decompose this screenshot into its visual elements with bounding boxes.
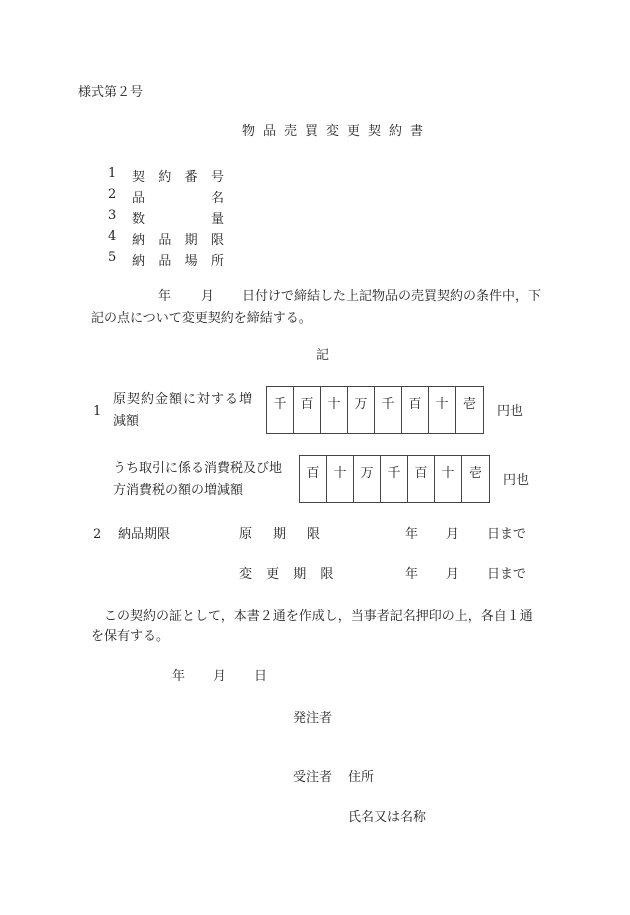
item-quantity: 3 数 量 (108, 208, 224, 227)
item-contract-number: 1 契 約 番 号 (108, 166, 224, 185)
digit-cell[interactable]: 壱 (468, 466, 482, 481)
intro-month: 月 (201, 289, 215, 304)
intro-line1: 日付けで締結した上記物品の売買契約の条件中，下 (242, 289, 542, 304)
document-title: 物品売買変更契約書 (242, 124, 432, 139)
tax-label-line1: うち取引に係る消費税及び地 (113, 461, 283, 476)
digit-cell[interactable]: 十 (327, 456, 354, 502)
closing-line1: この契約の証として，本書２通を作成し，当事者記名押印の上，各自１通 (104, 609, 533, 624)
digit-cell[interactable]: 千 (381, 456, 408, 502)
digit-cell[interactable]: 十 (321, 387, 348, 433)
date-year: 年 (172, 669, 186, 684)
changed-deadline-year: 年 (405, 567, 419, 582)
form-number: 様式第２号 (78, 85, 144, 100)
original-deadline-day: 日まで (487, 527, 527, 542)
item-delivery-deadline: 4 納 品 期 限 (108, 229, 224, 248)
closing-line2: を保有する。 (91, 629, 170, 644)
name-label: 氏名又は名称 (348, 810, 427, 825)
digit-cell[interactable]: 万 (354, 456, 381, 502)
original-deadline-year: 年 (405, 527, 419, 542)
item-product-name: 2 品 名 (108, 187, 224, 206)
original-deadline-label: 原 期 限 (239, 527, 325, 542)
orderer-label: 発注者 (293, 711, 333, 726)
digit-cell[interactable]: 十 (435, 456, 462, 502)
digit-cell[interactable]: 千 (375, 387, 402, 433)
tax-amount-grid (299, 455, 490, 503)
digit-cell[interactable]: 百 (300, 456, 327, 502)
contractor-label: 受注者 (293, 770, 333, 785)
changed-deadline-day: 日まで (487, 567, 527, 582)
intro-year: 年 (158, 289, 172, 304)
original-deadline-month: 月 (446, 527, 460, 542)
intro-line2: 記の点について変更契約を締結する。 (91, 311, 312, 326)
section1-label-line2: 減額 (113, 414, 140, 429)
date-month: 月 (213, 669, 227, 684)
digit-cell[interactable]: 百 (408, 456, 435, 502)
date-day: 日 (254, 669, 268, 684)
tax-label-line2: 方消費税の額の増減額 (113, 483, 244, 498)
section1-number: 1 (93, 404, 102, 419)
changed-deadline-month: 月 (446, 567, 460, 582)
changed-deadline-label: 変 更 期 限 (239, 567, 339, 582)
digit-cell[interactable]: 壱 (462, 397, 476, 412)
item-delivery-place: 5 納 品 場 所 (108, 250, 224, 269)
digit-cell[interactable]: 百 (294, 387, 321, 433)
address-label: 住所 (348, 770, 375, 785)
section1-label-line1: 原契約金額に対する増 (113, 392, 254, 407)
section2-label: 納品期限 (118, 527, 171, 542)
digit-cell[interactable]: 百 (402, 387, 429, 433)
ki-heading: 記 (316, 348, 330, 363)
digit-cell[interactable]: 十 (429, 387, 456, 433)
amount-suffix: 円也 (497, 404, 524, 419)
section2-number: 2 (93, 527, 102, 542)
tax-amount-suffix: 円也 (503, 473, 530, 488)
digit-cell[interactable]: 千 (267, 387, 294, 433)
digit-cell[interactable]: 万 (348, 387, 375, 433)
amount-grid (266, 386, 484, 434)
